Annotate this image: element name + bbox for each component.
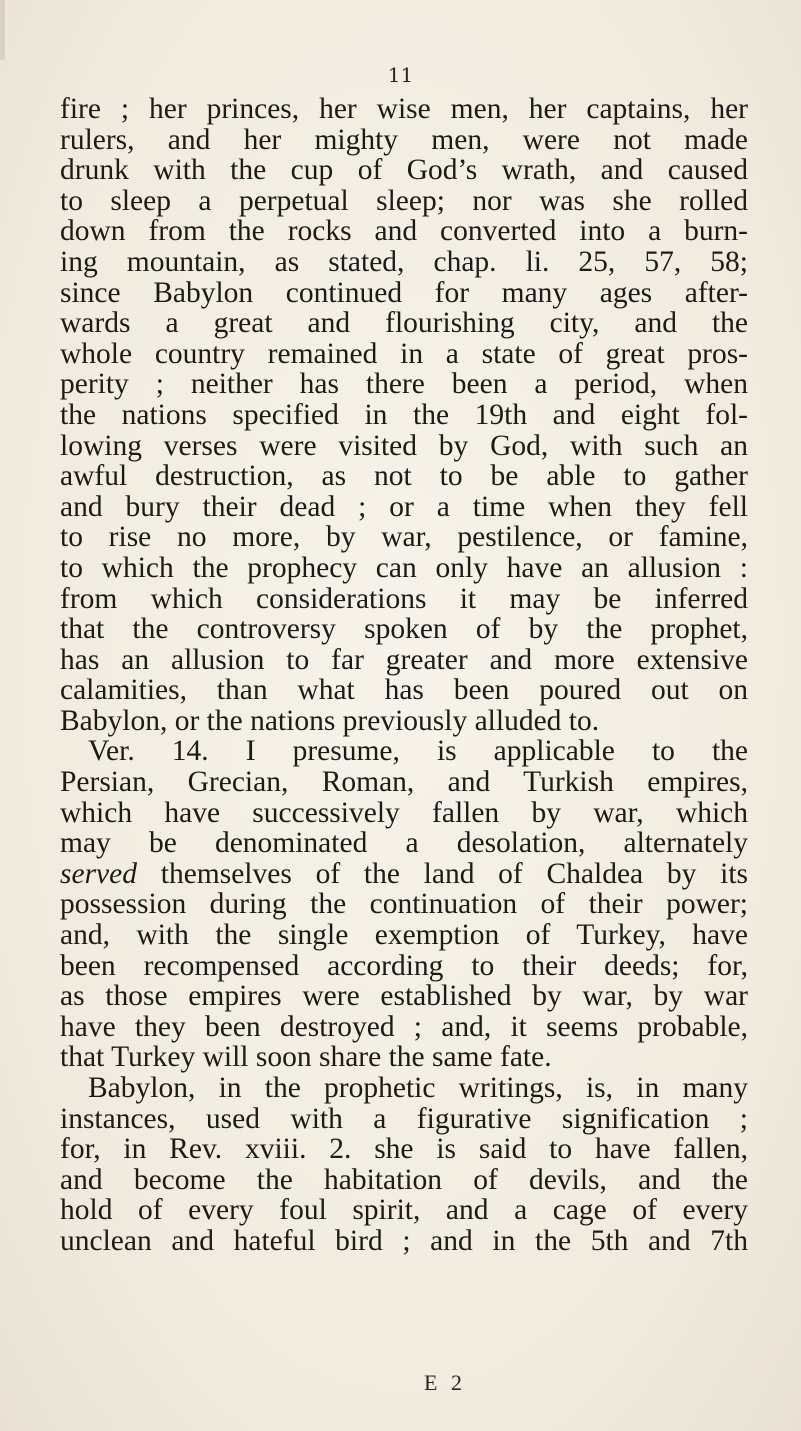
text-line-19: has an allusion to far greater and more extensive <box>60 643 748 676</box>
text-line-33: Babylon, in the prophetic writings, is, in many <box>88 1072 748 1104</box>
text-line-28: and, with the single exemption of Turkey, have <box>60 919 748 952</box>
text-line-29: been recompensed according to their deeds; for, <box>60 949 748 982</box>
text-line-35: for, in Rev. xviii. 2. she is said to have fallen, <box>60 1133 748 1166</box>
text-line-14: and bury their dead ; or a time when they fell <box>60 490 748 523</box>
text-line-26 <box>60 859 748 890</box>
signature-mark: E 2 <box>424 1370 466 1395</box>
text-line-22: Ver. 14. I presume, is applicable to the <box>88 735 748 768</box>
text-line-7: since Babylon continued for many ages after- <box>60 276 748 309</box>
text-line-38: unclean and hateful bird ; and in the 5th and 7th <box>60 1224 748 1257</box>
page-edge-shadow <box>0 0 5 60</box>
text-line-36: and become the habitation of devils, and the <box>60 1163 748 1196</box>
text-line-12: lowing verses were visited by God, with such an <box>60 429 748 462</box>
text-line-23: Persian, Grecian, Roman, and Turkish empires, <box>60 766 748 799</box>
text-line-32: that Turkey will soon share the same fate. <box>60 1041 552 1074</box>
text-line-27: possession during the continuation of their power; <box>60 888 748 921</box>
text-line-30: as those empires were established by war, by war <box>60 980 748 1013</box>
text-line-24: which have successively fallen by war, which <box>60 796 748 829</box>
body-text <box>60 94 748 1257</box>
text-line-3: drunk with the cup of God’s wrath, and caused <box>60 154 748 187</box>
text-line-18: that the controversy spoken of by the prophet, <box>60 613 748 646</box>
text-line-1: fire ; her princes, her wise men, her captains, her <box>60 93 748 125</box>
text-line-37: hold of every foul spirit, and a cage of every <box>60 1194 748 1227</box>
text-line-8: wards a great and flourishing city, and the <box>60 307 748 340</box>
text-line-6: ing mountain, as stated, chap. li. 25, 57, 58; <box>60 245 748 278</box>
text-line-20: calamities, than what has been poured out on <box>60 674 748 707</box>
text-line-4: to sleep a perpetual sleep; nor was she rolled <box>60 184 748 217</box>
text-line-21: Babylon, or the nations previously alluded to. <box>60 704 600 737</box>
text-line-13: awful destruction, as not to be able to gather <box>60 460 748 493</box>
text-line-10: perity ; neither has there been a period, when <box>60 368 748 401</box>
text-line-34: instances, used with a figurative signification ; <box>60 1102 748 1135</box>
text-line-11: the nations specified in the 19th and eight fol- <box>60 398 748 431</box>
text-line-15: to rise no more, by war, pestilence, or famine, <box>60 521 748 554</box>
italic-word: served <box>60 857 137 890</box>
text-line-31: have they been destroyed ; and, it seems probable, <box>60 1010 748 1043</box>
text-line-17: from which considerations it may be inferred <box>60 582 748 615</box>
text-line-25: may be denominated a desolation, alternately <box>60 827 748 860</box>
text-line-2: rulers, and her mighty men, were not made <box>60 123 748 156</box>
text-line-16: to which the prophecy can only have an allusion : <box>60 551 748 584</box>
page-number: 11 <box>387 63 414 87</box>
text-line-26-rest: themselves of the land of Chaldea by its <box>160 857 748 890</box>
text-line-9: whole country remained in a state of great pros- <box>60 337 748 370</box>
text-line-5: down from the rocks and converted into a burn- <box>60 215 748 248</box>
